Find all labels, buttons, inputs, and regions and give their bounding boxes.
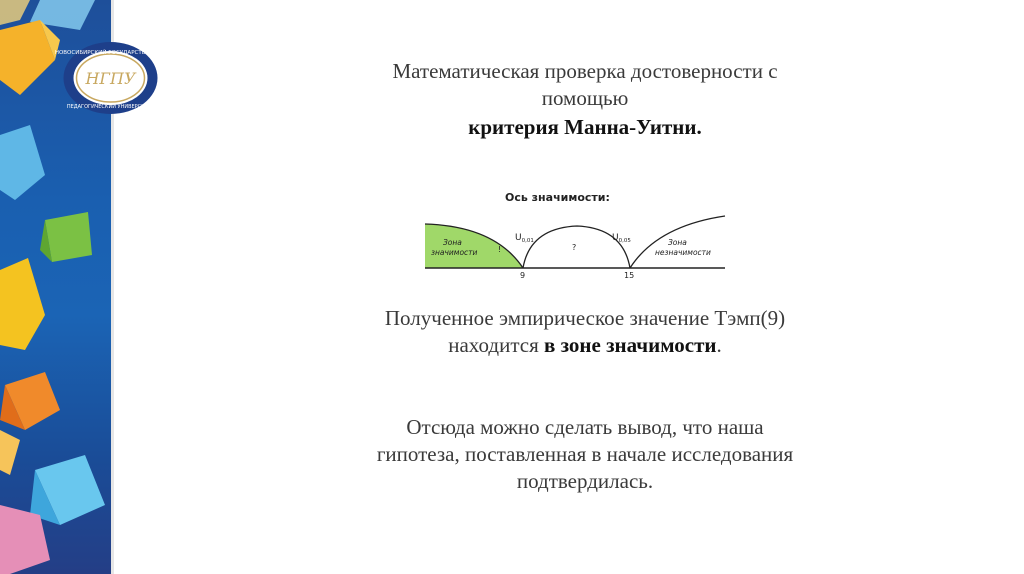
tick-15: 15	[624, 271, 635, 280]
tick-9: 9	[520, 271, 526, 280]
significance-zone-fill	[425, 224, 523, 268]
result-bold: в зоне значимости	[544, 333, 717, 357]
slide-title	[250, 58, 920, 141]
diagram-heading: Ось значимости:	[505, 191, 610, 204]
significance-axis-diagram	[425, 188, 727, 280]
result-paragraph	[250, 305, 920, 359]
logo-text-bottom: ПЕДАГОГИЧЕСКИЙ УНИВЕРСИТЕТ	[66, 104, 155, 110]
logo-text-top: НОВОСИБИРСКИЙ ГОСУДАРСТВЕННЫЙ	[54, 50, 167, 56]
zone-right-line1: Зона	[668, 238, 687, 247]
mark-left: !	[498, 245, 502, 254]
title-line-bold: критерия Манна-Уитни.	[468, 115, 702, 139]
conclusion-paragraph	[250, 414, 920, 495]
conclusion-line-1: Отсюда можно сделать вывод, что наша	[406, 415, 764, 439]
zone-right-line2: незначимости	[655, 248, 711, 257]
mark-middle: ?	[572, 243, 577, 252]
result-line-2: находится в зоне значимости.	[448, 333, 722, 357]
university-logo	[54, 41, 167, 115]
conclusion-line-3: подтвердилась.	[516, 469, 654, 493]
zone-left-line1: Зона	[443, 238, 462, 247]
conclusion-line-2: гипотеза, поставленная в начале исследования	[376, 442, 794, 466]
logo-monogram: НГПУ	[85, 69, 136, 88]
u-right: $U_{0,05}$	[612, 233, 631, 244]
u-left: $U_{0,01}$	[515, 233, 534, 244]
zone-left-line2: значимости	[431, 248, 478, 257]
result-line-1: Полученное эмпирическое значение Тэмп(9)	[384, 306, 786, 330]
title-line-2: помощью	[541, 86, 629, 110]
title-line-1: Математическая проверка достоверности с	[392, 59, 778, 83]
